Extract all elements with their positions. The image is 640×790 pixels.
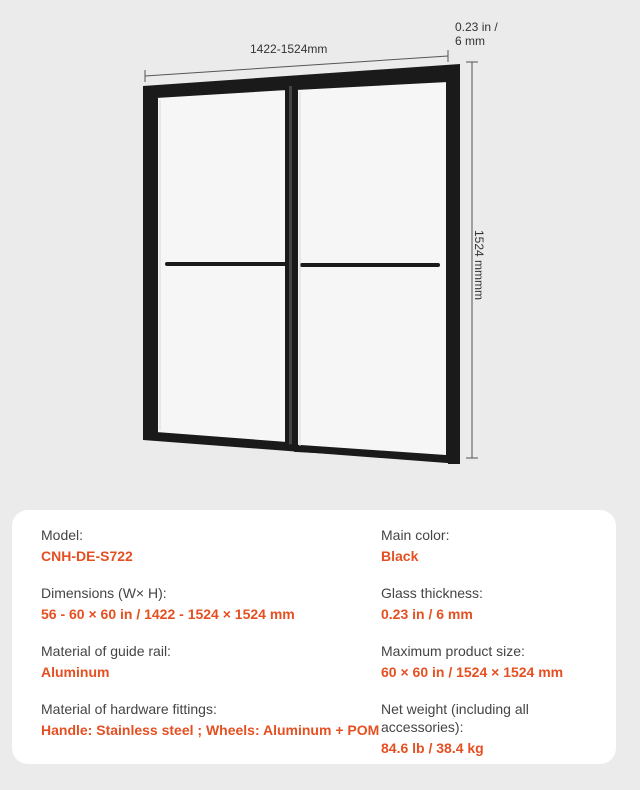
right-handle-bar [300, 263, 440, 267]
glass-thickness-dimension-label [455, 20, 515, 48]
spec-guide-rail-material [41, 642, 371, 700]
spec-label: Material of hardware fittings: [41, 701, 217, 717]
spec-value: CNH-DE-S722 [41, 548, 133, 564]
spec-label: Glass thickness: [381, 585, 483, 601]
spec-value: Black [381, 548, 419, 564]
specs-right-column [381, 526, 611, 758]
spec-label: Net weight (including all accessories): [381, 701, 529, 735]
spec-label: Model: [41, 527, 84, 543]
spec-hardware-fittings [41, 700, 380, 758]
spec-max-size [381, 642, 611, 700]
spec-value: 56 - 60 × 60 in / 1422 - 1524 × 1524 mm [41, 606, 295, 622]
spec-label: Main color: [381, 527, 450, 543]
spec-value: Handle: Stainless steel ; Wheels: Aluminum + POM [41, 722, 380, 738]
thickness-label-line1: 0.23 in / [455, 20, 498, 34]
height-dimension-label: 1524 mmmm [472, 230, 486, 301]
spec-value: Aluminum [41, 664, 110, 680]
left-handle-bar [165, 262, 287, 266]
specs-left-column [41, 526, 380, 758]
spec-main-color [381, 526, 611, 584]
width-dimension-label: 1422-1524mm [250, 42, 328, 56]
specifications-card [12, 510, 616, 764]
spec-dimensions [41, 584, 371, 642]
spec-value: 60 × 60 in / 1524 × 1524 mm [381, 664, 564, 680]
right-glass-panel [296, 80, 448, 458]
spec-model [41, 526, 371, 584]
spec-value: 0.23 in / 6 mm [381, 606, 473, 622]
spec-net-weight [381, 700, 611, 758]
spec-label: Maximum product size: [381, 643, 525, 659]
spec-value: 84.6 lb / 38.4 kg [381, 740, 484, 756]
spec-label: Material of guide rail: [41, 643, 171, 659]
spec-label: Dimensions (W× H): [41, 585, 167, 601]
thickness-label-line2: 6 mm [455, 34, 485, 48]
spec-glass-thickness [381, 584, 611, 642]
